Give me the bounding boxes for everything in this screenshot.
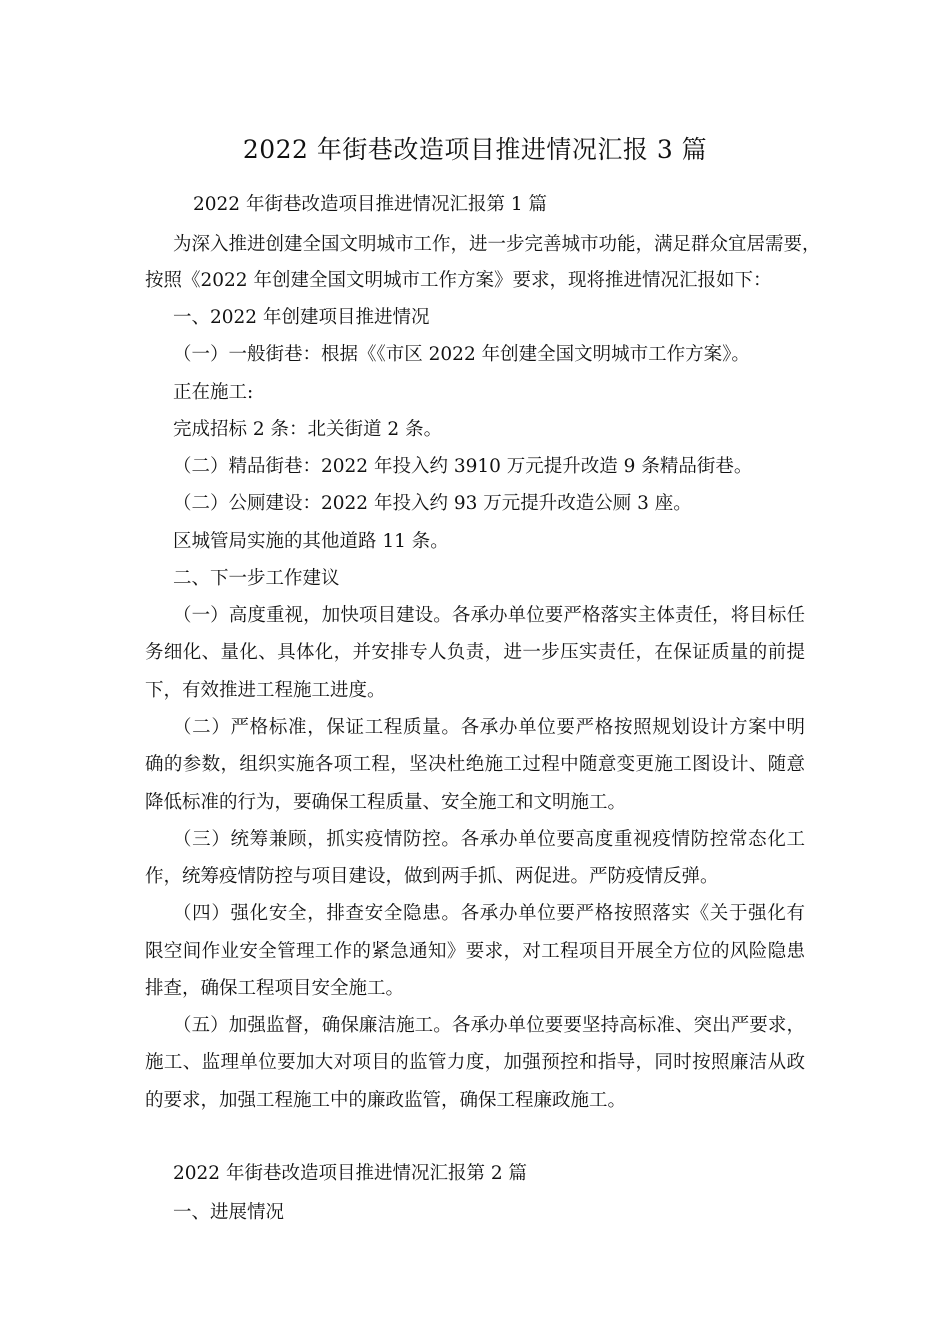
paragraph-line: 降低标准的行为，要确保工程质量、安全施工和文明施工。	[145, 792, 627, 813]
paragraph-line: 排查，确保工程项目安全施工。	[145, 978, 405, 999]
paragraph-line: 施工、监理单位要加大对项目的监管力度，加强预控和指导，同时按照廉洁从政	[145, 1052, 805, 1073]
paragraph-line: 下，有效推进工程施工进度。	[145, 680, 386, 701]
paragraph-line: 确的参数，组织实施各项工程，坚决杜绝施工过程中随意变更施工图设计、随意	[145, 754, 805, 775]
paragraph-line: （一）高度重视，加快项目建设。各承办单位要严格落实主体责任，将目标任	[173, 605, 805, 626]
section-heading: 二、下一步工作建议	[173, 568, 340, 589]
paragraph-line: 为深入推进创建全国文明城市工作，进一步完善城市功能，满足群众宜居需要，	[173, 234, 821, 255]
part2-heading: 2022 年街巷改造项目推进情况汇报第 2 篇	[173, 1163, 527, 1184]
paragraph-line: 区城管局实施的其他道路 11 条。	[173, 531, 449, 552]
paragraph-line: 的要求，加强工程施工中的廉政监管，确保工程廉政施工。	[145, 1090, 627, 1111]
paragraph-line: 务细化、量化、具体化，并安排专人负责，进一步压实责任，在保证质量的前提	[145, 642, 805, 663]
paragraph-line: 限空间作业安全管理工作的紧急通知》要求，对工程项目开展全方位的风险隐患	[145, 941, 805, 962]
part1-heading: 2022 年街巷改造项目推进情况汇报第 1 篇	[193, 194, 547, 215]
paragraph-line: 完成招标 2 条：北关街道 2 条。	[173, 419, 443, 440]
paragraph-line: （二）精品街巷：2022 年投入约 3910 万元提升改造 9 条精品街巷。	[173, 456, 753, 477]
paragraph-line: （三）统筹兼顾，抓实疫情防控。各承办单位要高度重视疫情防控常态化工	[173, 829, 805, 850]
paragraph-line: （二）严格标准，保证工程质量。各承办单位要严格按照规划设计方案中明	[173, 717, 805, 738]
section-heading: 一、2022 年创建项目推进情况	[173, 307, 430, 328]
paragraph-line: 按照《2022 年创建全国文明城市工作方案》要求，现将推进情况汇报如下：	[145, 270, 772, 291]
paragraph-line: （四）强化安全，排查安全隐患。各承办单位要严格按照落实《关于强化有	[173, 903, 805, 924]
paragraph-line: 作，统筹疫情防控与项目建设，做到两手抓、两促进。严防疫情反弹。	[145, 866, 719, 887]
paragraph-line: 正在施工:	[173, 382, 254, 403]
paragraph-line: （五）加强监督，确保廉洁施工。各承办单位要要坚持高标准、突出严要求，	[173, 1015, 805, 1036]
paragraph-line: （一）一般街巷：根据《《市区 2022 年创建全国文明城市工作方案》。	[173, 344, 750, 365]
document-title: 2022 年街巷改造项目推进情况汇报 3 篇	[242, 135, 708, 164]
section-heading: 一、进展情况	[173, 1202, 285, 1223]
paragraph-line: （二）公厕建设：2022 年投入约 93 万元提升改造公厕 3 座。	[173, 493, 692, 514]
